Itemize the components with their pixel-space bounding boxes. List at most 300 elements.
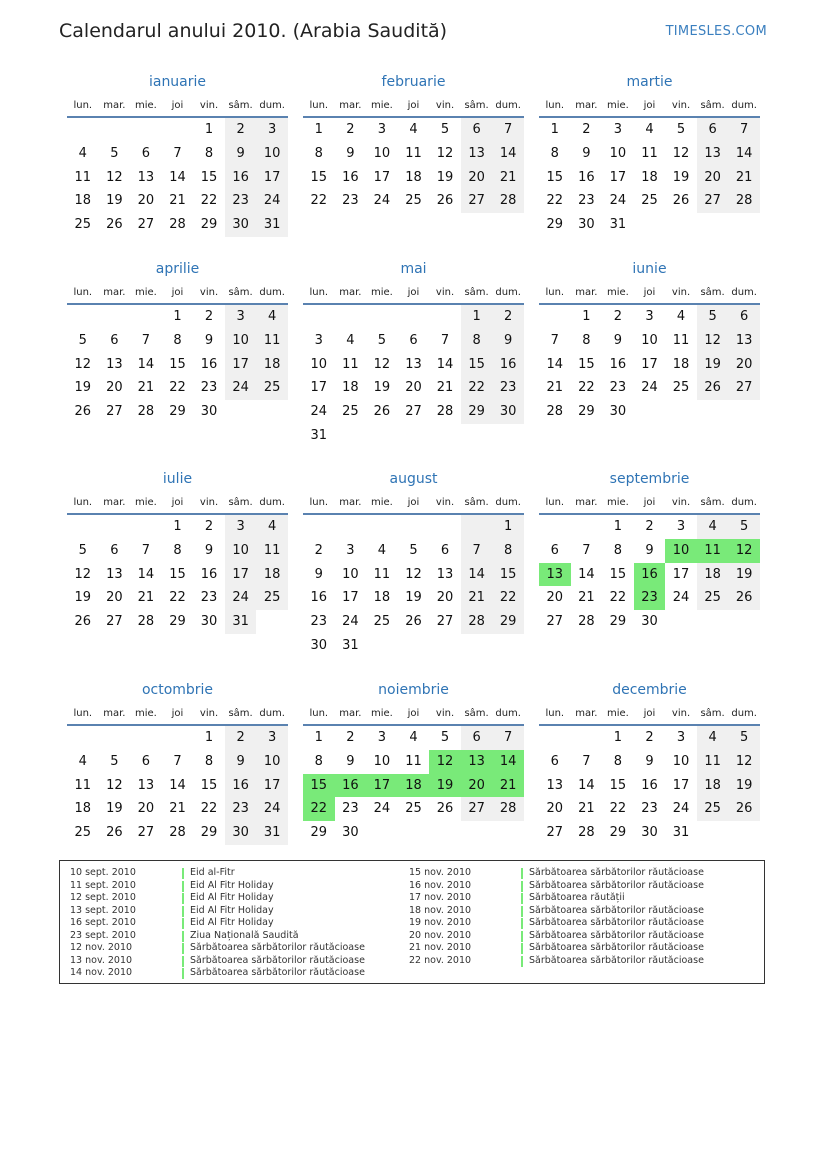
legend-date: 22 nov. 2010 [409, 954, 472, 966]
day-cell: 22 [169, 380, 186, 396]
month-name: iulie [162, 471, 193, 487]
weekday-label: vin. [671, 707, 691, 719]
day-cell: 6 [110, 542, 119, 558]
day-cell: 7 [173, 753, 182, 769]
day-cell: 10 [342, 566, 359, 582]
day-cell: 8 [314, 145, 323, 161]
empty-cell [99, 118, 131, 142]
empty-cell [539, 305, 571, 329]
month-septembrie [539, 469, 760, 634]
day-cell: 30 [200, 614, 218, 630]
month-februarie [303, 72, 524, 213]
day-cell: 3 [225, 305, 257, 329]
day-cell: 17 [225, 563, 257, 587]
day-cell: 14 [578, 777, 595, 793]
weekday-label: dum. [495, 99, 521, 111]
weekday-label: sâm. [464, 286, 489, 298]
day-cell: 7 [141, 542, 151, 558]
holiday-marker [521, 893, 523, 904]
day-cell: 7 [440, 332, 450, 348]
day-cell: 11 [405, 145, 422, 161]
day-cell: 21 [492, 166, 524, 190]
holiday-marker [521, 943, 523, 954]
weekday-label: mar. [575, 496, 598, 508]
day-cell: 14 [492, 142, 524, 166]
day-cell: 31 [672, 825, 690, 841]
holiday-marker [521, 881, 523, 892]
day-cell: 31 [256, 213, 288, 237]
holiday-legend [59, 860, 765, 984]
day-cell: 8 [173, 542, 182, 558]
day-cell: 6 [141, 753, 151, 769]
legend-date: 14 nov. 2010 [70, 967, 133, 978]
day-cell: 14 [137, 566, 155, 582]
empty-cell [366, 424, 398, 448]
day-cell: 25 [697, 586, 729, 610]
empty-cell [461, 821, 493, 845]
legend-date: 23 sept. 2010 [70, 929, 136, 941]
day-cell: 15 [492, 563, 524, 587]
day-cell: 24 [641, 380, 658, 396]
day-cell: 25 [256, 586, 288, 610]
legend-date: 11 sept. 2010 [70, 879, 136, 891]
holiday-marker [521, 918, 523, 929]
weekday-label: mar. [103, 286, 126, 298]
weekday-label: vin. [671, 496, 691, 508]
day-cell: 11 [697, 750, 729, 774]
weekday-label: lun. [73, 99, 93, 111]
day-cell: 22 [609, 801, 627, 817]
day-cell: 6 [728, 305, 760, 329]
empty-cell [634, 213, 666, 237]
day-cell: 24 [225, 586, 257, 610]
empty-cell [492, 424, 524, 448]
weekday-label: vin. [435, 707, 455, 719]
day-cell: 5 [728, 726, 760, 750]
weekday-header [303, 94, 524, 116]
weekday-header [67, 702, 288, 724]
legend-date: 19 nov. 2010 [409, 917, 472, 928]
month-mai [303, 259, 524, 448]
weekday-label: joi [643, 286, 656, 298]
day-cell: 30 [225, 821, 257, 845]
day-cell: 27 [546, 614, 564, 630]
day-cell: 3 [314, 332, 323, 348]
day-cell: 17 [373, 169, 391, 185]
day-cell: 6 [409, 332, 418, 348]
day-cell: 18 [641, 169, 658, 185]
empty-cell [99, 726, 131, 750]
day-cell: 29 [609, 614, 627, 630]
day-cell: 15 [461, 353, 493, 377]
day-cell: 13 [106, 566, 123, 582]
legend-holiday-name: Sărbătoarea sărbătorilor răutăcioase [529, 917, 704, 928]
day-cell: 9 [225, 750, 257, 774]
empty-cell [366, 515, 398, 539]
day-cell: 7 [492, 726, 524, 750]
weekday-label: vin. [199, 286, 219, 298]
day-cell: 18 [405, 169, 422, 185]
weekday-label: dum. [731, 707, 757, 719]
day-cell: 19 [436, 169, 454, 185]
day-cell: 17 [256, 166, 288, 190]
weekday-label: mar. [339, 99, 362, 111]
weekday-header [539, 281, 760, 303]
empty-cell [697, 400, 729, 424]
empty-cell [429, 515, 461, 539]
legend-date: 12 sept. 2010 [70, 892, 136, 903]
day-cell: 30 [492, 400, 524, 424]
month-name: august [389, 471, 438, 487]
day-cell: 7 [582, 753, 591, 769]
day-cell: 5 [78, 542, 87, 558]
day-cell: 19 [106, 801, 123, 817]
day-cell: 2 [314, 542, 323, 558]
day-cell: 3 [256, 118, 288, 142]
weekday-label: mie. [370, 496, 393, 508]
legend-holiday-name: Eid al-Fitr [190, 867, 235, 878]
day-cell: 23 [578, 193, 595, 209]
day-cell: 20 [461, 774, 493, 798]
day-cell: 13 [405, 356, 422, 372]
day-cell: 20 [405, 380, 422, 396]
day-cell: 29 [169, 404, 186, 420]
day-cell: 3 [225, 515, 257, 539]
month-decembrie [539, 680, 760, 845]
weekday-label: mie. [134, 286, 157, 298]
day-grid [67, 515, 288, 634]
weekday-header [303, 281, 524, 303]
day-cell: 17 [310, 380, 328, 396]
day-cell: 27 [461, 797, 493, 821]
day-cell: 19 [697, 353, 729, 377]
day-cell: 11 [74, 169, 92, 185]
day-cell: 19 [728, 774, 760, 798]
day-cell: 16 [634, 563, 666, 587]
holiday-marker [521, 956, 523, 967]
empty-cell [398, 424, 430, 448]
day-cell: 4 [346, 332, 355, 348]
day-cell: 28 [461, 610, 493, 634]
day-cell: 12 [106, 777, 123, 793]
day-cell: 24 [672, 590, 690, 606]
day-cell: 28 [436, 404, 454, 420]
empty-cell [461, 515, 493, 539]
legend-date: 12 nov. 2010 [70, 942, 133, 953]
legend-holiday-name: Ziua Națională Saudită [190, 929, 299, 941]
day-cell: 25 [373, 614, 391, 630]
weekday-label: mar. [103, 707, 126, 719]
weekday-label: mar. [339, 286, 362, 298]
day-cell: 23 [225, 797, 257, 821]
day-cell: 22 [200, 193, 218, 209]
empty-cell [697, 213, 729, 237]
day-cell: 16 [641, 777, 658, 793]
weekday-label: dum. [259, 99, 285, 111]
weekday-label: mie. [134, 99, 157, 111]
legend-holiday-name: Sărbătoarea răutății [529, 892, 625, 903]
day-cell: 25 [256, 376, 288, 400]
empty-cell [99, 305, 131, 329]
day-cell: 26 [74, 614, 92, 630]
month-name: decembrie [612, 682, 687, 698]
day-cell: 6 [550, 542, 559, 558]
weekday-label: sâm. [228, 286, 253, 298]
day-cell: 13 [461, 142, 493, 166]
day-cell: 24 [225, 376, 257, 400]
brand-link[interactable]: TIMESLES.COM [665, 24, 767, 39]
day-cell: 13 [436, 566, 454, 582]
weekday-label: lun. [545, 707, 565, 719]
holiday-marker [182, 918, 184, 929]
weekday-label: lun. [309, 707, 329, 719]
day-cell: 8 [173, 332, 182, 348]
day-cell: 2 [225, 118, 257, 142]
day-cell: 28 [169, 217, 186, 233]
legend-holiday-name: Sărbătoarea sărbătorilor răutăcioase [529, 904, 704, 916]
day-cell: 29 [492, 610, 524, 634]
day-cell: 9 [492, 329, 524, 353]
holiday-marker [521, 868, 523, 879]
weekday-label: mar. [103, 496, 126, 508]
day-cell: 14 [728, 142, 760, 166]
holiday-marker [182, 893, 184, 904]
day-cell: 15 [609, 777, 627, 793]
day-cell: 23 [310, 614, 328, 630]
day-cell: 26 [405, 614, 422, 630]
weekday-label: vin. [199, 707, 219, 719]
day-cell: 17 [641, 356, 658, 372]
weekday-label: dum. [495, 286, 521, 298]
day-cell: 18 [256, 563, 288, 587]
legend-holiday-name: Sărbătoarea sărbătorilor răutăcioase [529, 954, 704, 966]
day-cell: 20 [461, 166, 493, 190]
empty-cell [539, 726, 571, 750]
weekday-label: vin. [435, 286, 455, 298]
weekday-label: joi [171, 286, 184, 298]
empty-cell [461, 424, 493, 448]
weekday-label: dum. [731, 496, 757, 508]
day-cell: 6 [461, 726, 493, 750]
day-cell: 1 [173, 309, 182, 324]
day-cell: 22 [492, 586, 524, 610]
day-cell: 19 [106, 193, 123, 209]
weekday-header [539, 702, 760, 724]
day-cell: 9 [204, 542, 214, 558]
empty-cell [130, 305, 162, 329]
day-cell: 1 [613, 519, 623, 534]
day-cell: 21 [137, 380, 155, 396]
day-cell: 21 [169, 193, 186, 209]
day-cell: 10 [641, 332, 658, 348]
day-cell: 5 [728, 515, 760, 539]
day-cell: 7 [550, 332, 559, 348]
day-cell: 18 [74, 801, 92, 817]
day-cell: 14 [492, 750, 524, 774]
empty-cell [162, 726, 194, 750]
day-cell: 17 [342, 590, 359, 606]
day-cell: 4 [78, 753, 87, 769]
day-cell: 28 [137, 614, 155, 630]
day-cell: 11 [672, 332, 690, 348]
day-cell: 10 [256, 750, 288, 774]
day-cell: 1 [492, 515, 524, 539]
empty-cell [335, 515, 367, 539]
day-cell: 9 [645, 542, 654, 558]
weekday-label: lun. [73, 286, 93, 298]
day-cell: 18 [697, 774, 729, 798]
weekday-label: dum. [495, 707, 521, 719]
day-cell: 16 [200, 566, 218, 582]
day-cell: 17 [609, 169, 627, 185]
weekday-header [67, 94, 288, 116]
weekday-label: joi [407, 286, 420, 298]
weekday-label: dum. [259, 707, 285, 719]
day-cell: 1 [550, 122, 559, 137]
holiday-marker [182, 956, 184, 967]
day-cell: 17 [672, 777, 690, 793]
weekday-label: mie. [134, 707, 157, 719]
day-cell: 18 [697, 563, 729, 587]
day-cell: 10 [373, 145, 391, 161]
day-cell: 18 [342, 380, 359, 396]
day-cell: 25 [641, 193, 658, 209]
empty-cell [366, 634, 398, 658]
empty-cell [398, 305, 430, 329]
day-cell: 5 [676, 122, 686, 137]
day-cell: 24 [310, 404, 328, 420]
day-cell: 6 [697, 118, 729, 142]
day-cell: 11 [256, 329, 288, 353]
day-cell: 17 [366, 774, 398, 798]
day-cell: 12 [436, 145, 454, 161]
day-cell: 30 [609, 404, 627, 420]
month-name: ianuarie [148, 74, 207, 90]
day-cell: 21 [492, 774, 524, 798]
empty-cell [634, 400, 666, 424]
day-cell: 23 [492, 376, 524, 400]
day-cell: 27 [461, 189, 493, 213]
day-cell: 26 [697, 376, 729, 400]
weekday-label: mar. [575, 707, 598, 719]
day-cell: 27 [106, 614, 123, 630]
weekday-label: joi [171, 707, 184, 719]
day-cell: 28 [492, 797, 524, 821]
day-cell: 16 [225, 166, 257, 190]
day-cell: 1 [613, 730, 623, 745]
weekday-label: joi [643, 496, 656, 508]
day-cell: 8 [204, 145, 214, 161]
legend-holiday-name: Sărbătoarea sărbătorilor răutăcioase [529, 942, 704, 953]
day-cell: 4 [377, 542, 387, 558]
day-cell: 18 [74, 193, 92, 209]
day-cell: 3 [377, 122, 387, 137]
day-grid [303, 305, 524, 448]
day-cell: 28 [578, 614, 595, 630]
day-cell: 11 [74, 777, 92, 793]
empty-cell [492, 634, 524, 658]
day-cell: 20 [106, 380, 123, 396]
day-cell: 6 [461, 118, 493, 142]
empty-cell [398, 515, 430, 539]
day-cell: 12 [405, 566, 422, 582]
holiday-marker [521, 906, 523, 917]
empty-cell [665, 213, 697, 237]
empty-cell [728, 213, 760, 237]
day-cell: 13 [697, 142, 729, 166]
day-cell: 10 [665, 539, 697, 563]
day-cell: 23 [609, 380, 627, 396]
day-cell: 15 [609, 566, 627, 582]
day-cell: 21 [578, 590, 595, 606]
day-cell: 26 [728, 797, 760, 821]
day-cell: 8 [550, 145, 559, 161]
day-cell: 3 [613, 122, 623, 137]
day-grid [67, 118, 288, 237]
day-cell: 5 [440, 730, 450, 745]
weekday-label: joi [171, 99, 184, 111]
page-title: Calendarul anului 2010. (Arabia Saudită) [59, 20, 448, 42]
day-cell: 16 [310, 590, 328, 606]
day-cell: 1 [204, 122, 214, 137]
day-cell: 4 [645, 122, 654, 137]
weekday-label: mie. [606, 707, 629, 719]
day-cell: 4 [697, 726, 729, 750]
legend-holiday-name: Sărbătoarea sărbătorilor răutăcioase [529, 879, 704, 891]
day-cell: 8 [582, 332, 591, 348]
weekday-label: mie. [134, 496, 157, 508]
weekday-label: sâm. [700, 707, 725, 719]
day-grid [303, 118, 524, 213]
day-cell: 2 [346, 122, 355, 137]
day-cell: 19 [74, 380, 92, 396]
day-grid [539, 118, 760, 237]
empty-cell [303, 515, 335, 539]
day-cell: 1 [314, 730, 323, 745]
day-cell: 18 [672, 356, 690, 372]
day-cell: 9 [225, 142, 257, 166]
day-cell: 2 [492, 305, 524, 329]
empty-cell [99, 515, 131, 539]
day-cell: 15 [169, 356, 186, 372]
day-cell: 14 [169, 169, 186, 185]
day-cell: 13 [546, 777, 564, 793]
day-cell: 21 [461, 586, 493, 610]
day-cell: 16 [578, 169, 595, 185]
day-cell: 2 [645, 519, 654, 534]
day-cell: 22 [546, 193, 564, 209]
day-cell: 29 [546, 217, 564, 233]
day-cell: 26 [74, 404, 92, 420]
day-cell: 31 [609, 217, 627, 233]
day-grid [539, 515, 760, 634]
weekday-header [539, 491, 760, 513]
day-cell: 24 [256, 797, 288, 821]
day-cell: 21 [436, 380, 454, 396]
day-cell: 15 [303, 774, 335, 798]
day-cell: 1 [582, 309, 591, 324]
day-cell: 11 [342, 356, 359, 372]
day-cell: 30 [200, 404, 218, 420]
day-cell: 13 [137, 777, 155, 793]
holiday-marker [182, 906, 184, 917]
empty-cell [728, 400, 760, 424]
empty-cell [539, 515, 571, 539]
day-cell: 11 [373, 566, 391, 582]
day-cell: 26 [106, 217, 123, 233]
month-name: septembrie [609, 471, 690, 487]
day-cell: 27 [436, 614, 454, 630]
